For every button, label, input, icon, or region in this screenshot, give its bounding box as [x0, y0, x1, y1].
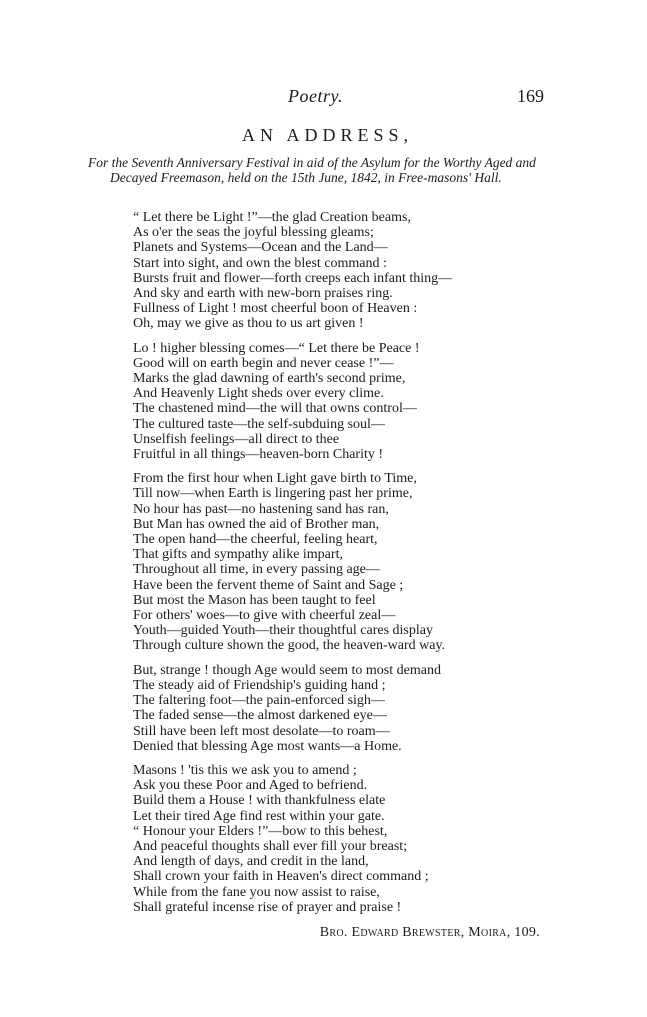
- poem-line: Still have been left most desolate—to roam—: [133, 723, 390, 739]
- poem-line: And sky and earth with new-born praises ring.: [133, 286, 393, 302]
- poem-line: For others' woes—to give with cheerful zeal—: [133, 608, 396, 624]
- stanza: [133, 341, 533, 463]
- poem-line: The faded sense—the almost darkened eye—: [133, 708, 387, 724]
- poem-line: That gifts and sympathy alike impart,: [133, 547, 343, 563]
- running-title: Poetry.: [288, 86, 343, 106]
- poem-line: Oh, may we give as thou to us art given !: [133, 316, 364, 332]
- stanza: [133, 471, 533, 653]
- poem-line: Fruitful in all things—heaven-born Charity !: [133, 447, 384, 463]
- poem-line: And Heavenly Light sheds over every clime.: [133, 386, 384, 402]
- poem-line: The chastened mind—the will that owns control—: [133, 401, 417, 417]
- poem-line: “ Let there be Light !”—the glad Creation beams,: [133, 210, 411, 225]
- poem-line: The cultured taste—the self-subduing soul—: [133, 416, 385, 432]
- poem-line: Fullness of Light ! most cheerful boon of Heaven :: [133, 301, 418, 317]
- page-header: [0, 86, 647, 108]
- poem-line: Ask you these Poor and Aged to befriend.: [133, 778, 368, 794]
- poem-line: Throughout all time, in every passing age—: [133, 562, 380, 578]
- poem-line: And length of days, and credit in the land,: [133, 854, 369, 870]
- poem-body: [133, 210, 533, 924]
- page-number: 169: [517, 86, 544, 106]
- poem-line: Let their tired Age find rest within your gate.: [133, 808, 385, 824]
- stanza: [133, 663, 533, 754]
- poem-line: But most the Mason has been taught to feel: [133, 592, 376, 608]
- poem-line: But Man has owned the aid of Brother man,: [133, 516, 380, 532]
- poem-line: While from the fane you now assist to raise,: [133, 884, 380, 900]
- poem-line: Denied that blessing Age most wants—a Home.: [133, 738, 402, 754]
- poem-line: Bursts fruit and flower—forth creeps each infant thing—: [133, 270, 453, 286]
- poem-line: And peaceful thoughts shall ever fill your breast;: [133, 838, 408, 854]
- poem-line: But, strange ! though Age would seem to most demand: [133, 662, 441, 678]
- poem-line: Have been the fervent theme of Saint and Sage ;: [133, 577, 404, 593]
- stanza: [133, 763, 533, 915]
- poem-line: Masons ! 'tis this we ask you to amend ;: [133, 762, 357, 778]
- poem-line: Unselfish feelings—all direct to thee: [133, 431, 340, 447]
- poem-line: Planets and Systems—Ocean and the Land—: [133, 240, 388, 256]
- poem-subtitle: For the Seventh Anniversary Festival in aid of the Asylum for the Worthy Aged and Decayed Freemason, held on the 15th June, 1842, in Free-masons' Hall.: [88, 155, 536, 185]
- poem-line: The open hand—the cheerful, feeling heart,: [133, 532, 378, 548]
- poem-line: The faltering foot—the pain-enforced sigh—: [133, 693, 385, 709]
- poem-line: No hour has past—no hastening sand has ran,: [133, 501, 389, 517]
- poem-line: Youth—guided Youth—their thoughtful cares display: [133, 623, 433, 639]
- author-signature: Bro. Edward Brewster, Moira, 109.: [319, 925, 540, 940]
- poem-line: As o'er the seas the joyful blessing gleams;: [133, 225, 374, 241]
- poem-line: “ Honour your Elders !”—bow to this behest,: [133, 823, 388, 839]
- poem-line: Lo ! higher blessing comes—“ Let there be Peace !: [133, 340, 420, 356]
- poem-line: Start into sight, and own the blest command :: [133, 255, 387, 271]
- poem-line: Till now—when Earth is lingering past her prime,: [133, 486, 413, 502]
- poem-line: Good will on earth begin and never cease !”—: [133, 355, 394, 371]
- poem-line: Shall grateful incense rise of prayer and praise !: [133, 899, 402, 915]
- poem-line: The steady aid of Friendship's guiding hand ;: [133, 677, 386, 693]
- poem-title: AN ADDRESS,: [241, 125, 414, 145]
- poem-line: Shall crown your faith in Heaven's direct command ;: [133, 869, 429, 885]
- stanza: [133, 210, 533, 332]
- poem-line: Marks the glad dawning of earth's second prime,: [133, 371, 406, 387]
- poem-line: From the first hour when Light gave birth to Time,: [133, 471, 417, 487]
- poem-line: Through culture shown the good, the heaven-ward way.: [133, 638, 446, 654]
- poem-line: Build them a House ! with thankfulness elate: [133, 793, 386, 809]
